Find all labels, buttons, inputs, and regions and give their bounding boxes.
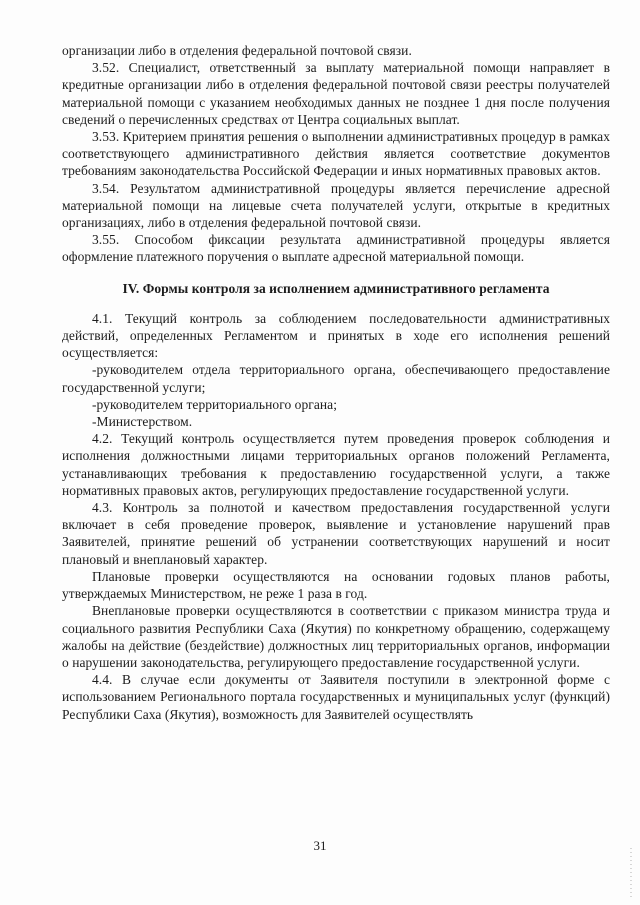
scan-edge-mark — [630, 848, 632, 898]
paragraph-4-4: 4.4. В случае если документы от Заявителя поступили в электронной форме с использованием Регионального портала государственных и муниципальных услуг (функций) Республики Саха (Якутия), возможность для Заявителей осуществлять — [62, 672, 610, 722]
list-item-ministry: -Министерством. — [92, 414, 193, 430]
paragraph-3-53: 3.53. Критерием принятия решения о выполнении административных процедур в рамках соответствующего административного действия является соответствие документов требованиям законодательства Российской Федерации и иных нормативных правовых актов. — [62, 129, 610, 179]
document-body — [62, 42, 610, 723]
paragraph-continuation: организации либо в отделения федеральной почтовой связи. — [62, 43, 412, 58]
paragraph-3-52: 3.52. Специалист, ответственный за выплату материальной помощи направляет в кредитные организации либо в отделения федеральной почтовой связи реестры получателей материальной помощи с указанием необходимых данных не позднее 1 дня после получения сведений о перечисленных средствах от Центра социальных выплат. — [62, 60, 610, 127]
page-number: 31 — [313, 838, 327, 853]
paragraph-3-54: 3.54. Результатом административной процедуры является перечисление адресной материальной помощи на лицевые счета получателей услуги, открытые в кредитных организациях, либо в отделения федеральной почтовой связи. — [62, 180, 610, 231]
list-item-department-head: -руководителем отдела территориального органа, обеспечивающего предоставление государственной услуги; — [62, 362, 610, 395]
paragraph-4-2: 4.2. Текущий контроль осуществляется путем проведения проверок соблюдения и исполнения должностными лицами территориальных органов положений Регламента, устанавливающих требования к предоставлению государственной услуги, а также нормативных правовых актов, регулирующих предоставление государственной услуги. — [62, 431, 610, 498]
list-item-territorial-head: -руководителем территориального органа; — [92, 396, 338, 412]
section-heading: IV. Формы контроля за исполнением административного регламента — [122, 280, 550, 296]
paragraph-4-3: 4.3. Контроль за полнотой и качеством предоставления государственной услуги включает в себя проведение проверок, выявление и установление нарушений прав Заявителей, принятие решений об устранении соответствующих нарушений и носит плановый и внеплановый характер. — [62, 500, 610, 567]
paragraph-unplanned-checks: Внеплановые проверки осуществляются в соответствии с приказом министра труда и социального развития Республики Саха (Якутия) по конкретному обращению, содержащему жалобы на действие (бездействие) должностных лиц территориальных органов, информации о нарушении законодательства, регулирующего предоставление государственной услуги. — [62, 603, 610, 670]
paragraph-3-55: 3.55. Способом фиксации результата административной процедуры является оформление платежного поручения о выплате адресной материальной помощи. — [62, 232, 610, 265]
paragraph-4-1: 4.1. Текущий контроль за соблюдением последовательности административных действий, определенных Регламентом и принятых в ходе его исполнения решений осуществляется: — [62, 310, 610, 361]
paragraph-planned-checks: Плановые проверки осуществляются на основании годовых планов работы, утверждаемых Министерством, не реже 1 раза в год. — [62, 568, 610, 602]
